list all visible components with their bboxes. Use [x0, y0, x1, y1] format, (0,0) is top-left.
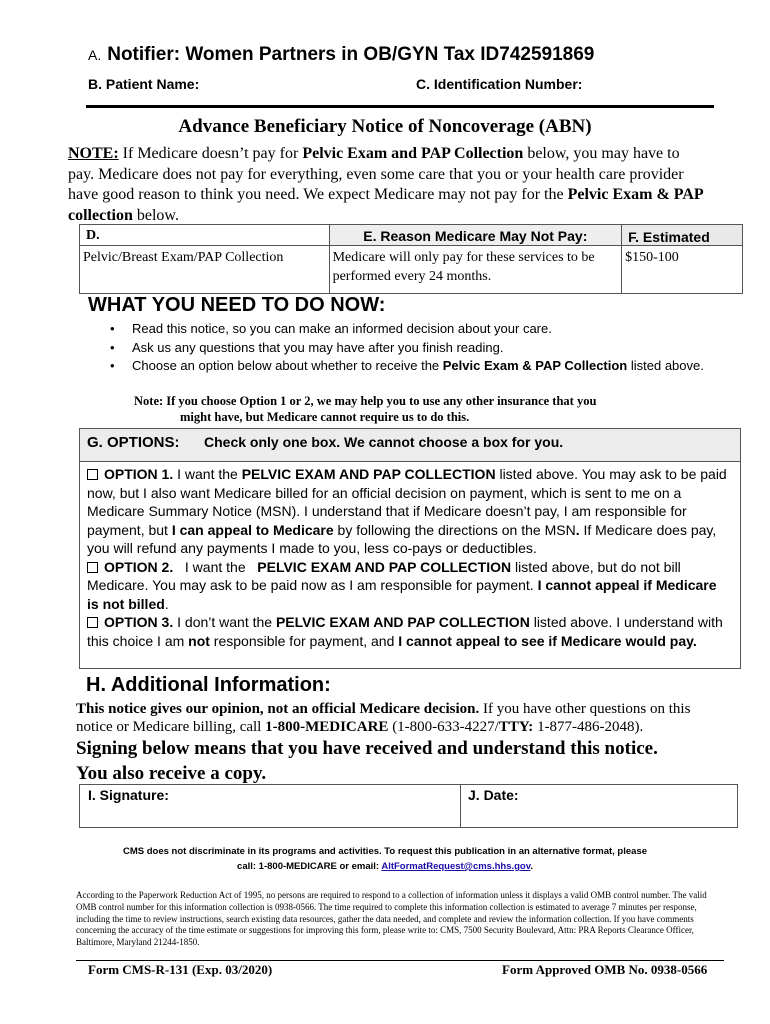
option-text: listed above. You may ask to be paid now, but I also want Medicare billed for an official decision on payment, which is sent to me on a Medicare Summary Notice (MSN). I understand that if Medicare doesn’t pay, I am responsible for payment, but [87, 466, 727, 538]
estimated-cost-cell: $150-100 [622, 246, 743, 294]
list-item-bold: Pelvic Exam & PAP Collection [442, 358, 628, 373]
option-text: by following the directions on the MSN [333, 521, 576, 538]
signing-line: Signing below means that you have received and understand this notice. [76, 738, 658, 759]
reason-cell: Medicare will only pay for these services to be performed every 24 months. [329, 246, 621, 294]
signature-box [79, 784, 738, 828]
patient-name-label: B. Patient Name: [88, 76, 200, 92]
note-item: Pelvic Exam & PAP collection [68, 186, 703, 224]
form-id: Form CMS-R-131 (Exp. 03/2020) [88, 962, 273, 977]
note-text: below. [132, 206, 179, 224]
option-bold: I cannot appeal if Medicare is not billed [87, 577, 717, 612]
list-item-text: Ask us any questions that you may have after you finish reading. [132, 339, 504, 355]
note-item: Pelvic Exam and PAP Collection [302, 145, 524, 162]
table-row [80, 246, 743, 294]
option-1-label: OPTION 1. [104, 466, 174, 482]
additional-bold: TTY: [498, 719, 534, 735]
omb-number: Form Approved OMB No. 0938-0566 [502, 962, 708, 977]
option-bold: I cannot appeal to see if Medicare would pay. [398, 632, 697, 649]
option-text: I don’t want the [173, 614, 276, 630]
date-field[interactable]: J. Date: [468, 787, 519, 803]
instructions-list [110, 320, 710, 376]
additional-bold: This notice gives our opinion, not an official Medicare decision. [76, 701, 480, 717]
column-e-header: E. Reason Medicare May Not Pay: [329, 225, 621, 246]
option-text: I want the [173, 466, 242, 482]
check-instruction: Check only one box. We cannot choose a box for you. [204, 434, 564, 450]
note-text: If Medicare doesn’t pay for [118, 145, 303, 162]
option-text: listed above. I understand with this choice I am [87, 614, 723, 649]
signature-divider [460, 785, 461, 827]
options-label-letter: G. O [87, 434, 119, 451]
additional-text: If you have other questions on this notice or Medicare billing, call [76, 701, 691, 735]
notifier-text: Notifier: Women Partners in OB/GYN Tax ID742591869 [107, 44, 595, 65]
identification-number-label: C. Identification Number: [416, 76, 583, 92]
paperwork-reduction-notice: According to the Paperwork Reduction Act of 1995, no persons are required to respond to a collection of information unless it displays a valid OMB control number. The valid OMB control number for this information collection is 0938-0566. The time required to complete this information collection is estimated to average 7 minutes per response, including the time to review instructions, search existing data resources, gather the data needed, and complete and review the information collection. If you have comments concerning the accuracy of the time estimate or suggestions for improving this form, please write to: CMS, 7500 Security Boulevard, Attn: PRA Reports Clearance Officer, Baltimore, Maryland 21244-1850. [76, 890, 707, 948]
option-text: responsible for payment, and [209, 632, 399, 649]
column-d-header: D. [80, 225, 330, 246]
cms-notice-text: call: 1-800-MEDICARE or email: [237, 861, 382, 872]
option-2-checkbox[interactable] [87, 562, 98, 573]
cms-notice-line [0, 861, 770, 872]
option-3-label: OPTION 3. [104, 614, 174, 630]
bullet-icon: • [110, 321, 115, 336]
list-item-text: listed above. [627, 358, 704, 373]
insurance-note [134, 393, 704, 425]
signature-field[interactable]: I. Signature: [88, 787, 169, 803]
abn-title: Advance Beneficiary Notice of Noncoverage (ABN) [178, 116, 592, 137]
option-text: If Medicare does pay, you will refund any payments I made to you, less co-pays or deductibles. [87, 521, 717, 556]
option-text: I want the [173, 558, 258, 575]
list-item-text: Choose an option below about whether to receive the [132, 358, 443, 373]
what-to-do-heading: WHAT YOU NEED TO DO NOW: [88, 294, 386, 316]
option-bold: PELVIC EXAM AND PAP COLLECTION [275, 614, 530, 630]
option-bold: not [188, 632, 210, 649]
email-link[interactable]: AltFormatRequest@cms.hhs.gov [381, 861, 531, 872]
notifier-letter: A. [88, 47, 102, 63]
options-body [87, 465, 732, 650]
list-item [110, 320, 710, 339]
options-header [80, 429, 740, 462]
options-label [87, 434, 180, 451]
cms-notice-text: . [530, 861, 533, 872]
option-3-checkbox[interactable] [87, 617, 98, 628]
option-text: listed above, but do not bill Medicare. You may ask to be paid now as I am responsible for payment. [87, 558, 681, 593]
notifier-heading [88, 44, 594, 66]
option-bold: . [575, 521, 580, 538]
additional-text: 1-877-486-2048). [533, 719, 644, 735]
header-divider [86, 105, 714, 108]
column-f-header: F. Estimated [622, 225, 743, 246]
list-item [110, 357, 710, 376]
additional-info-heading: H. Additional Information: [86, 674, 331, 696]
option-bold: PELVIC EXAM AND PAP COLLECTION [257, 558, 512, 575]
cms-notice-line: CMS does not discriminate in its programs and activities. To request this publication in an alternative format, please [122, 846, 648, 857]
footer-divider [76, 960, 724, 961]
bullet-icon: • [110, 358, 115, 373]
options-box [79, 428, 741, 669]
additional-bold: 1-800-MEDICARE [265, 719, 389, 735]
list-item [110, 339, 710, 358]
note-label: NOTE: [68, 145, 119, 162]
signing-line: You also receive a copy. [76, 763, 267, 784]
option-bold: I can appeal to Medicare [171, 521, 334, 538]
additional-info-text [76, 700, 716, 736]
option-bold: PELVIC EXAM AND PAP COLLECTION [241, 466, 496, 482]
list-item-text: Read this notice, so you can make an informed decision about your care. [132, 321, 552, 336]
insurance-note-line: might have, but Medicare cannot require us to do this. [180, 410, 470, 424]
option-2 [87, 558, 732, 614]
service-item-cell: Pelvic/Breast Exam/PAP Collection [80, 246, 330, 294]
option-2-label: OPTION 2. [104, 558, 174, 575]
options-label-rest: PTIONS: [118, 434, 180, 451]
option-text: . [164, 595, 169, 612]
insurance-note-line: Note: If you choose Option 1 or 2, we may help you to use any other insurance that you [134, 394, 597, 408]
option-3 [87, 613, 732, 650]
bullet-icon: • [110, 339, 115, 355]
option-1-checkbox[interactable] [87, 469, 98, 480]
table-header-row [80, 225, 743, 246]
service-table [79, 224, 743, 294]
additional-text: (1-800-633-4227/ [388, 719, 499, 735]
note-text: below, you may have to pay. Medicare does not pay for everything, even some care that you or your health care provider have good reason to think you need. We expect Medicare may not pay for the [68, 145, 684, 203]
signing-statement [76, 736, 736, 786]
note-paragraph [68, 144, 708, 226]
option-1 [87, 465, 732, 558]
